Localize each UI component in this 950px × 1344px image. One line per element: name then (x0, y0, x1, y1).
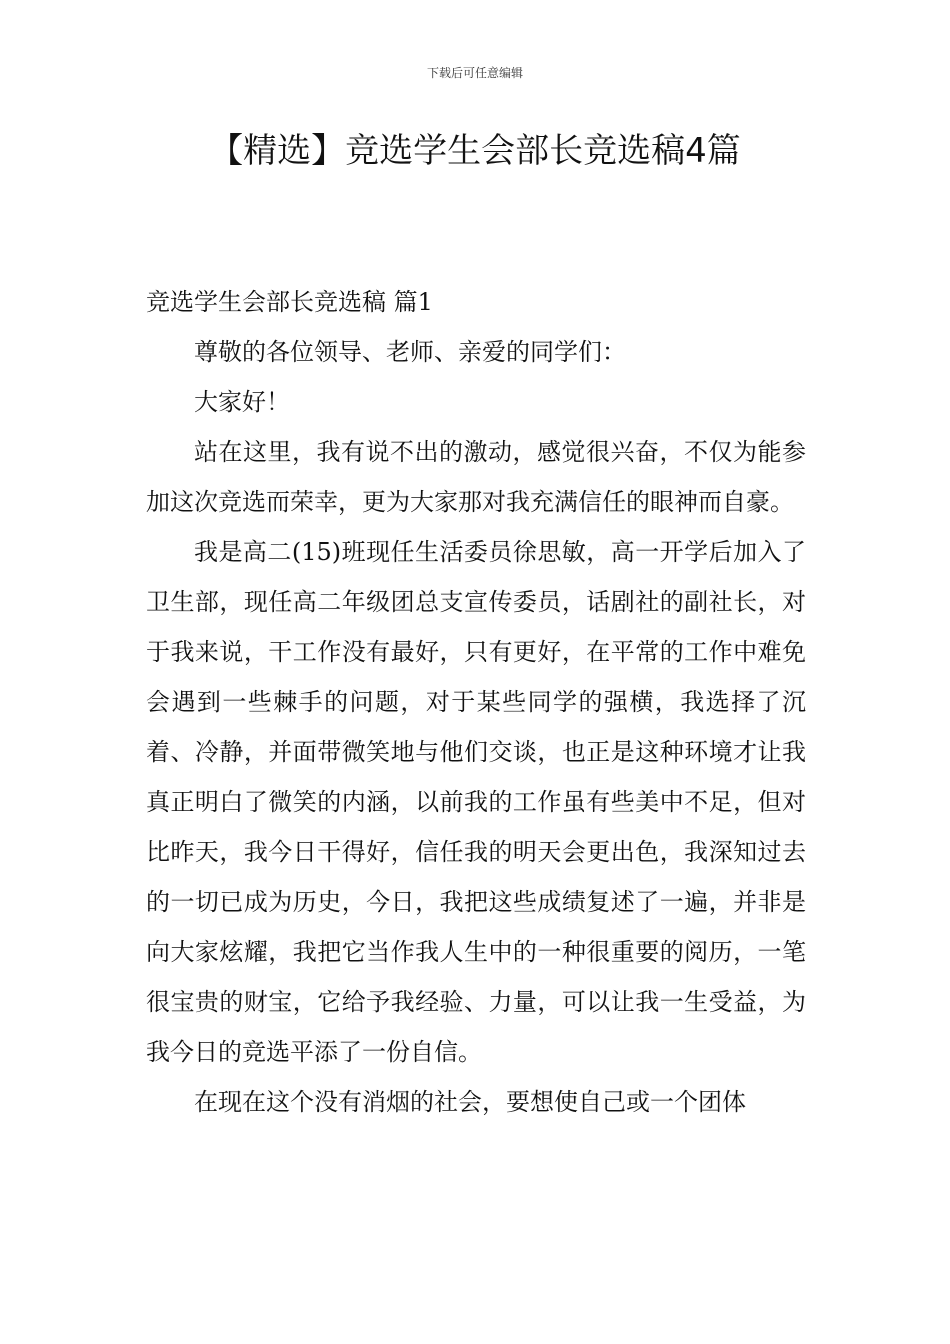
body-paragraph: 我是高二(15)班现任生活委员徐思敏，高一开学后加入了卫生部，现任高二年级团总支宣传委员，话剧社的副社长，对于我来说，干工作没有最好，只有更好，在平常的工作中难免会遇到一些棘手的问题，对于某些同学的强横，我选择了沉着、冷静，并面带微笑地与他们交谈，也正是这种环境才让我真正明白了微笑的内涵，以前我的工作虽有些美中不足，但对比昨天，我今日干得好，信任我的明天会更出色，我深知过去的一切已成为历史，今日，我把这些成绩复述了一遍，并非是向大家炫耀，我把它当作我人生中的一种很重要的阅历，一笔很宝贵的财宝，它给予我经验、力量，可以让我一生受益，为我今日的竞选平添了一份自信。 (146, 538, 806, 1066)
body-paragraph: 在现在这个没有消烟的社会，要想使自己或一个团体 (194, 1088, 746, 1116)
document-title: 【精选】竞选学生会部长竞选稿4篇 (209, 131, 741, 171)
document-body (146, 277, 806, 1127)
salutation-paragraph: 尊敬的各位领导、老师、亲爱的同学们： (194, 338, 626, 366)
header-note: 下载后可任意编辑 (426, 66, 523, 80)
section-heading: 竞选学生会部长竞选稿 篇1 (146, 288, 433, 316)
greeting-paragraph: 大家好！ (194, 388, 290, 416)
body-paragraph: 站在这里，我有说不出的激动，感觉很兴奋，不仅为能参加这次竞选而荣幸，更为大家那对我充满信任的眼神而自豪。 (146, 438, 806, 516)
